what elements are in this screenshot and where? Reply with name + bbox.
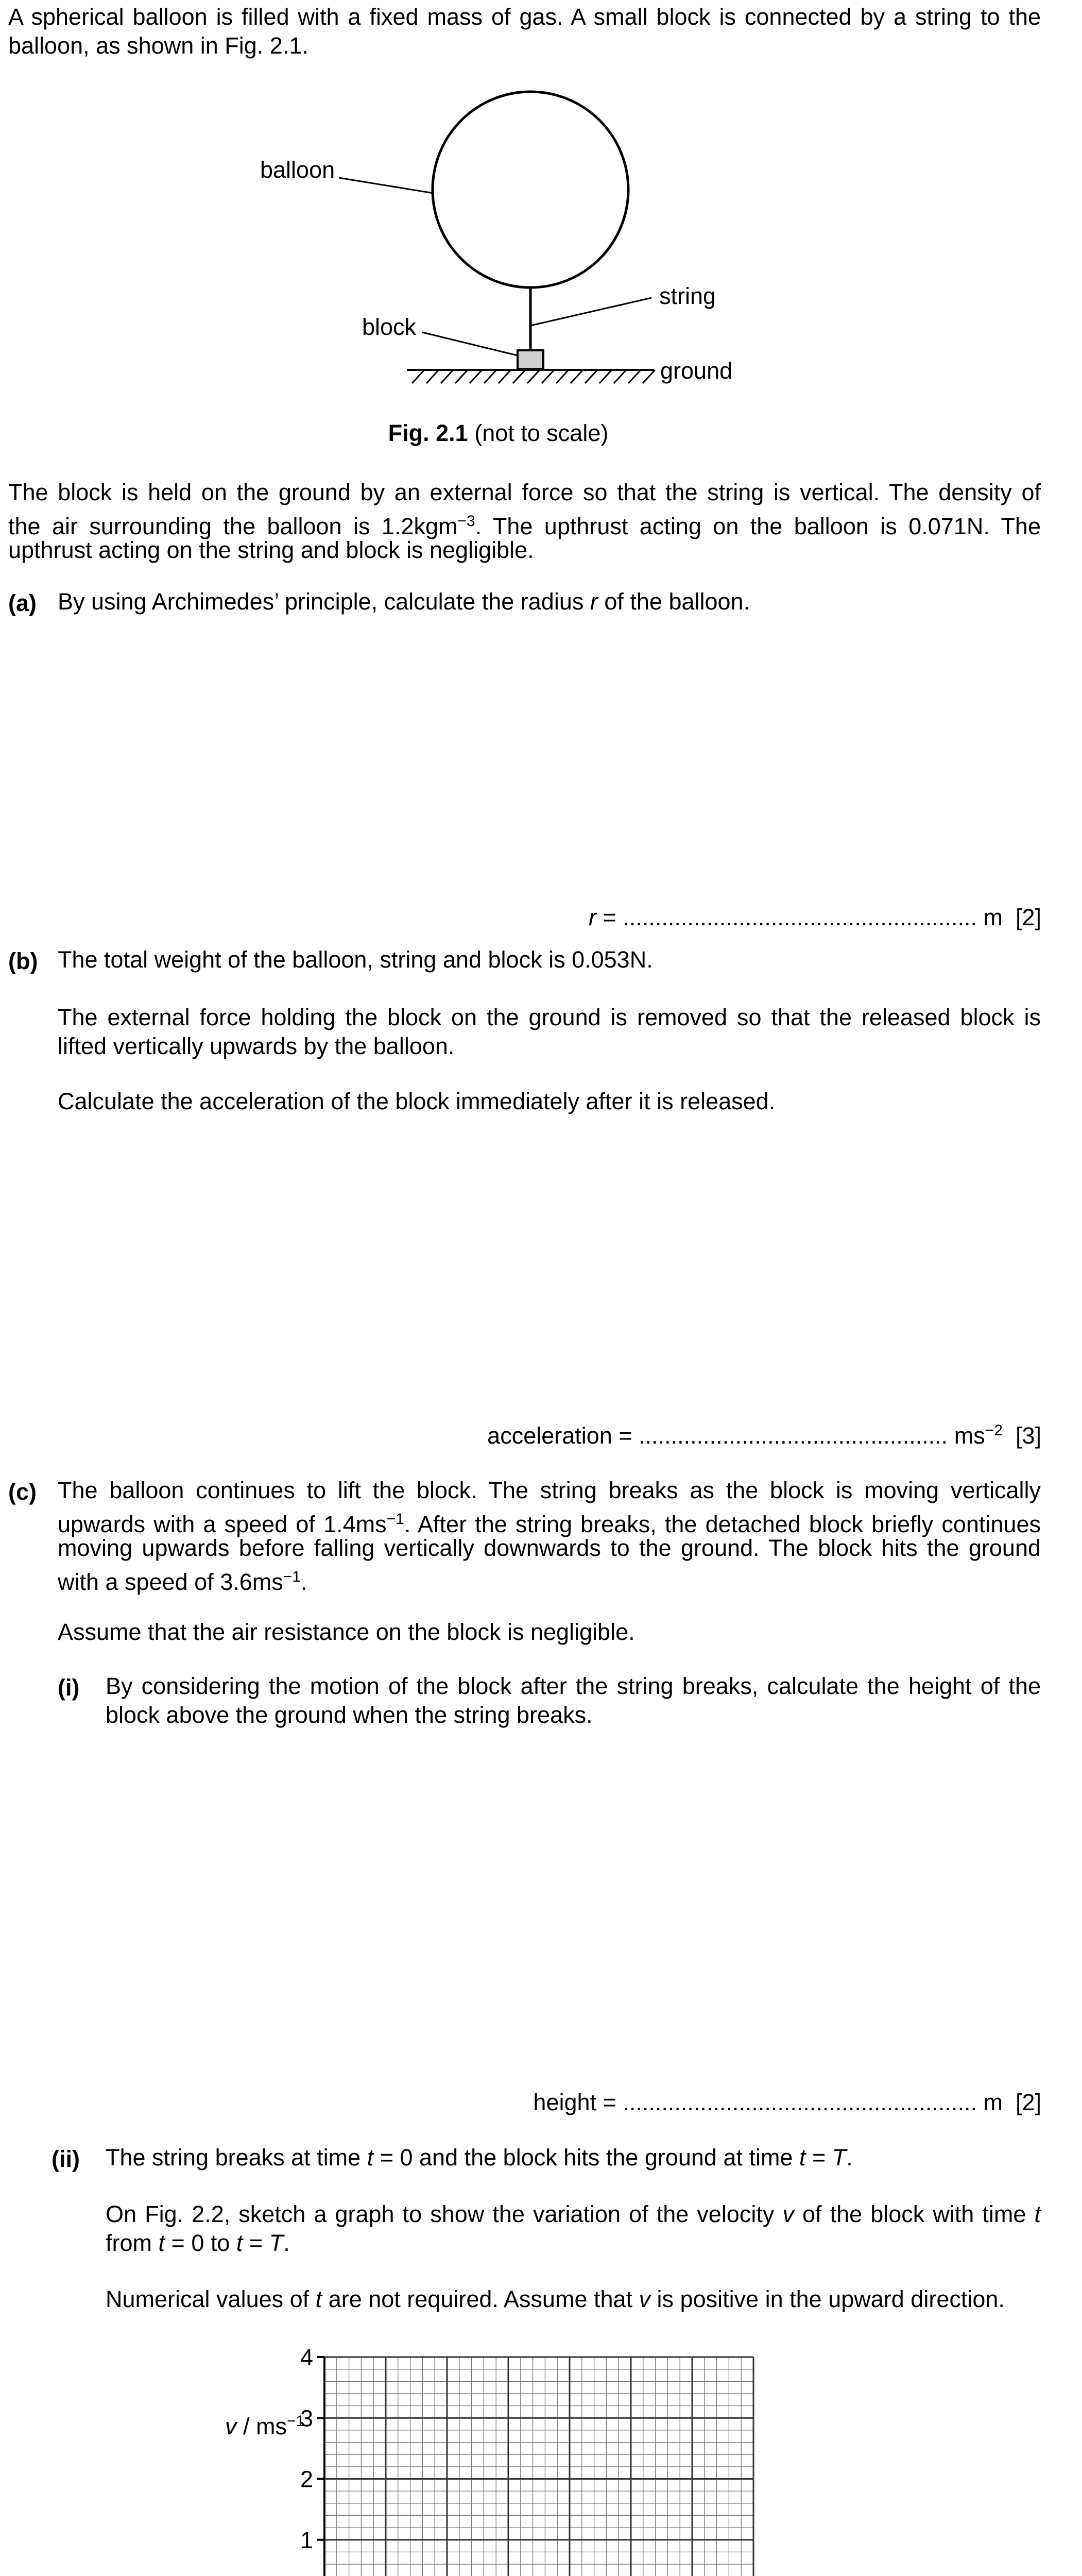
part-ci-answer-label: height = ....................................................... m: [533, 2089, 1003, 2115]
part-c-line2-sup: −1: [386, 1511, 404, 1528]
part-cii-line2-v: v: [782, 2201, 794, 2227]
part-c-line4-sup: −1: [283, 1568, 301, 1585]
part-cii-line2-a: On Fig. 2.2, sketch a graph to show the variation of the velocity: [106, 2201, 783, 2227]
part-cii-line1-a: The string breaks at time: [106, 2144, 367, 2171]
part-cii-line3-T: T: [269, 2230, 284, 2256]
part-b-text-3: Calculate the acceleration of the block immediately after it is released.: [58, 1088, 776, 1114]
part-ci-marks: [2]: [1015, 2089, 1041, 2115]
ground-hatching: [412, 370, 655, 383]
part-cii-line4-t: t: [315, 2286, 322, 2312]
part-c-line4-a: with a speed of 3.6ms: [58, 1569, 283, 1595]
part-c-assume: Assume that the air resistance on the block is negligible.: [58, 1619, 635, 1645]
part-a-text-b: of the balloon.: [597, 588, 750, 615]
part-cii-line3-t2: t: [236, 2230, 243, 2256]
part-c-line-1: The balloon continues to lift the block. The string breaks as the block is moving vertically: [58, 1477, 1041, 1503]
balloon-leader: [339, 178, 434, 193]
part-cii-line1-t2: t: [799, 2144, 806, 2171]
part-cii-line3-a: from: [106, 2230, 159, 2256]
hatch-mark: [499, 370, 511, 383]
intro-line-2: balloon, as shown in Fig. 2.1.: [8, 32, 308, 59]
part-b-text-2-line-2: lifted vertically upwards by the balloon.: [58, 1033, 455, 1059]
balloon-shape: [433, 92, 628, 287]
part-ci-label: (i): [58, 1674, 80, 1701]
para2-line2-b: . The upthrust acting on the balloon is 0.071N. The: [475, 513, 1041, 539]
part-b-marks: [3]: [1015, 1422, 1041, 1449]
y-tick-label: 1: [300, 2527, 313, 2553]
y-axis-label-unit: / ms: [236, 2413, 287, 2439]
part-a-answer-eq: = ....................................................... m: [596, 904, 1003, 930]
part-cii-line-4: [106, 2285, 1005, 2314]
string-label: string: [659, 283, 716, 309]
y-axis-label-sup: −1: [287, 2413, 305, 2430]
fig1-caption: [0, 420, 997, 447]
part-b-text-2-line-1: The external force holding the block on the ground is removed so that the released block is: [58, 1004, 1041, 1030]
part-a-text-a: By using Archimedes’ principle, calculate the radius: [58, 588, 590, 615]
part-cii-line1-c: =: [805, 2144, 832, 2171]
hatch-mark: [628, 370, 641, 383]
part-c-line2-a: upwards with a speed of 1.4ms: [58, 1511, 387, 1537]
fig1-caption-rest: (not to scale): [474, 420, 609, 446]
part-b-text-1: The total weight of the balloon, string and block is 0.053N.: [58, 946, 653, 973]
balloon-diagram: [247, 77, 742, 397]
part-cii-line3-t1: t: [158, 2230, 165, 2256]
part-cii-line4-v: v: [639, 2286, 651, 2312]
part-cii-line4-b: are not required. Assume that: [322, 2286, 639, 2312]
part-ci-line-1: By considering the motion of the block after the string breaks, calculate the height of the: [106, 1673, 1041, 1699]
hatch-mark: [542, 370, 554, 383]
part-cii-line2-t: t: [1034, 2201, 1041, 2227]
ground-label: ground: [660, 358, 733, 384]
hatch-mark: [455, 370, 468, 383]
para2-line2-a: the air surrounding the balloon is 1.2kgm: [8, 513, 458, 539]
block-shape: [518, 350, 543, 369]
balloon-label: balloon: [260, 157, 335, 183]
part-b-answer-sup: −2: [985, 1422, 1003, 1439]
intro-line-1: A spherical balloon is filled with a fixed mass of gas. A small block is connected by a string to the: [8, 4, 1041, 30]
part-cii-line1-t1: t: [367, 2144, 374, 2171]
hatch-mark: [571, 370, 583, 383]
y-axis-label: [225, 2413, 304, 2439]
part-a-question: [58, 587, 750, 616]
hatch-mark: [643, 370, 655, 383]
part-cii-line-1: [106, 2143, 853, 2172]
part-b-answer-label: acceleration = ................................................ ms: [487, 1422, 985, 1449]
para2-line-1: The block is held on the ground by an external force so that the string is vertical. The density of: [8, 479, 1041, 505]
hatch-mark: [585, 370, 597, 383]
y-tick-label: 2: [300, 2466, 313, 2493]
part-cii-line2-b: of the block with time: [794, 2201, 1035, 2227]
part-c-line2-b: . After the string breaks, the detached block briefly continues: [404, 1511, 1041, 1537]
grid-minor-lines: [324, 2357, 753, 2576]
part-a-answer-line[interactable]: [589, 904, 1041, 931]
hatch-mark: [412, 370, 424, 383]
hatch-mark: [614, 370, 626, 383]
part-cii-label: (ii): [51, 2146, 80, 2172]
part-ci-answer-line[interactable]: [533, 2089, 1041, 2116]
part-a-marks: [2]: [1015, 904, 1041, 930]
part-cii-line4-c: is positive in the upward direction.: [650, 2286, 1005, 2312]
part-a-label: (a): [8, 590, 37, 616]
part-cii-line1-d: .: [846, 2144, 853, 2171]
part-a-answer-var: r: [589, 904, 597, 930]
fig1-caption-bold: Fig. 2.1: [388, 420, 468, 446]
hatch-mark: [470, 370, 482, 383]
hatch-mark: [556, 370, 569, 383]
hatch-mark: [513, 370, 525, 383]
hatch-mark: [441, 370, 453, 383]
velocity-time-grid[interactable]: [0, 2349, 1082, 2576]
y-tick-labels: [287, 2349, 313, 2576]
y-tick-label: 4: [300, 2349, 313, 2370]
part-b-label: (b): [8, 948, 38, 974]
string-leader: [530, 298, 651, 326]
part-cii-line-3: [106, 2229, 290, 2258]
part-cii-line1-T: T: [832, 2144, 847, 2171]
hatch-mark: [484, 370, 496, 383]
para2-line-3: upthrust acting on the string and block is negligible.: [8, 537, 534, 563]
part-cii-line3-c: =: [243, 2230, 269, 2256]
part-c-label: (c): [8, 1479, 37, 1505]
block-leader: [422, 332, 518, 355]
part-cii-line3-b: = 0 to: [165, 2230, 236, 2256]
part-c-line-4: [58, 1563, 307, 1597]
y-tick-label: 3: [300, 2405, 313, 2432]
part-a-text-var: r: [590, 588, 598, 615]
part-cii-line1-b: = 0 and the block hits the ground at time: [373, 2144, 799, 2171]
para2-line2-sup: −3: [457, 513, 475, 530]
y-axis-label-var: v: [225, 2413, 237, 2439]
part-ci-line-2: block above the ground when the string breaks.: [106, 1702, 593, 1728]
hatch-mark: [426, 370, 439, 383]
hatch-mark: [599, 370, 612, 383]
hatch-mark: [527, 370, 540, 383]
part-cii-line3-d: .: [283, 2230, 290, 2256]
part-c-line4-b: .: [300, 1569, 307, 1595]
block-label: block: [362, 314, 417, 340]
part-cii-line4-a: Numerical values of: [106, 2286, 316, 2312]
part-c-line-3: moving upwards before falling vertically downwards to the ground. The block hits the ground: [58, 1535, 1041, 1561]
part-b-answer-line[interactable]: [487, 1422, 1041, 1449]
